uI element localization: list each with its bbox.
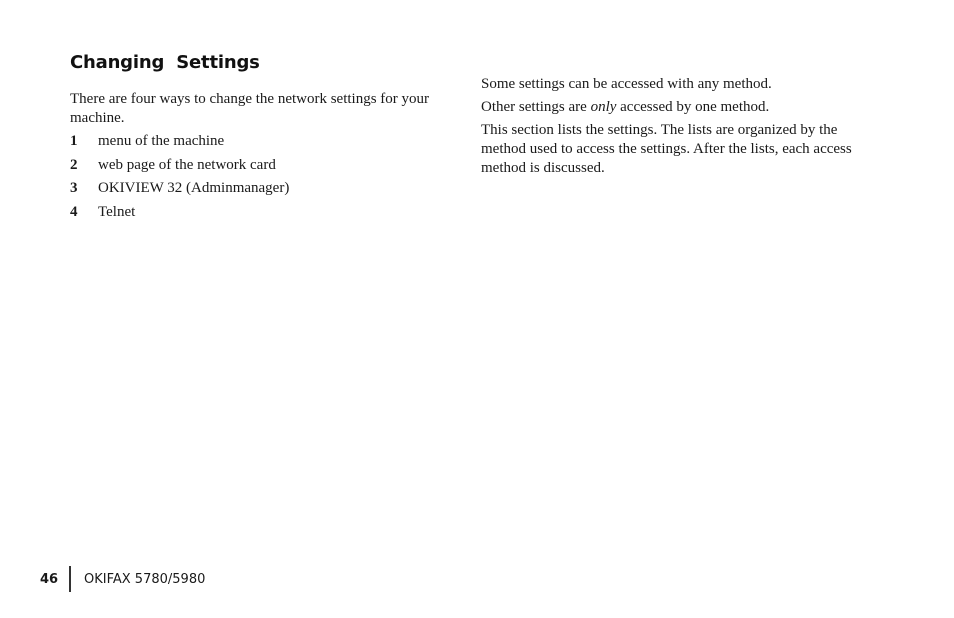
left-column	[70, 90, 450, 226]
product-name: OKIFAX 5780/5980	[84, 571, 206, 587]
list-item-text: web page of the network card	[98, 156, 276, 173]
list-item	[70, 179, 450, 203]
list-item-text: Telnet	[98, 203, 136, 220]
right-column	[481, 75, 871, 182]
list-item-number: 2	[70, 156, 78, 173]
list-item	[70, 156, 450, 180]
paragraph-text: accessed by one method.	[616, 99, 770, 115]
list-item-number: 1	[70, 133, 78, 149]
page-footer	[40, 566, 205, 592]
section-heading: Changing Settings	[70, 52, 260, 73]
paragraph-one-method	[481, 98, 871, 117]
paragraph-section-overview: This section lists the settings. The lists are organized by the method used to access the settings. After the lists, each access method is discussed.	[481, 122, 852, 176]
list-item	[70, 203, 450, 227]
list-item	[70, 132, 450, 156]
list-item-text: menu of the machine	[98, 133, 225, 149]
footer-divider	[69, 566, 71, 592]
list-item-text: OKIVIEW 32 (Adminmanager)	[98, 180, 290, 196]
intro-paragraph: There are four ways to change the network settings for your machine.	[70, 91, 430, 126]
methods-list	[70, 132, 450, 226]
emphasis-text: only	[590, 99, 617, 115]
page-number: 46	[40, 571, 59, 587]
paragraph-text: Other settings are	[481, 99, 591, 115]
list-item-number: 3	[70, 180, 78, 196]
paragraph-any-method: Some settings can be accessed with any method.	[481, 76, 772, 92]
list-item-number: 4	[70, 203, 78, 220]
